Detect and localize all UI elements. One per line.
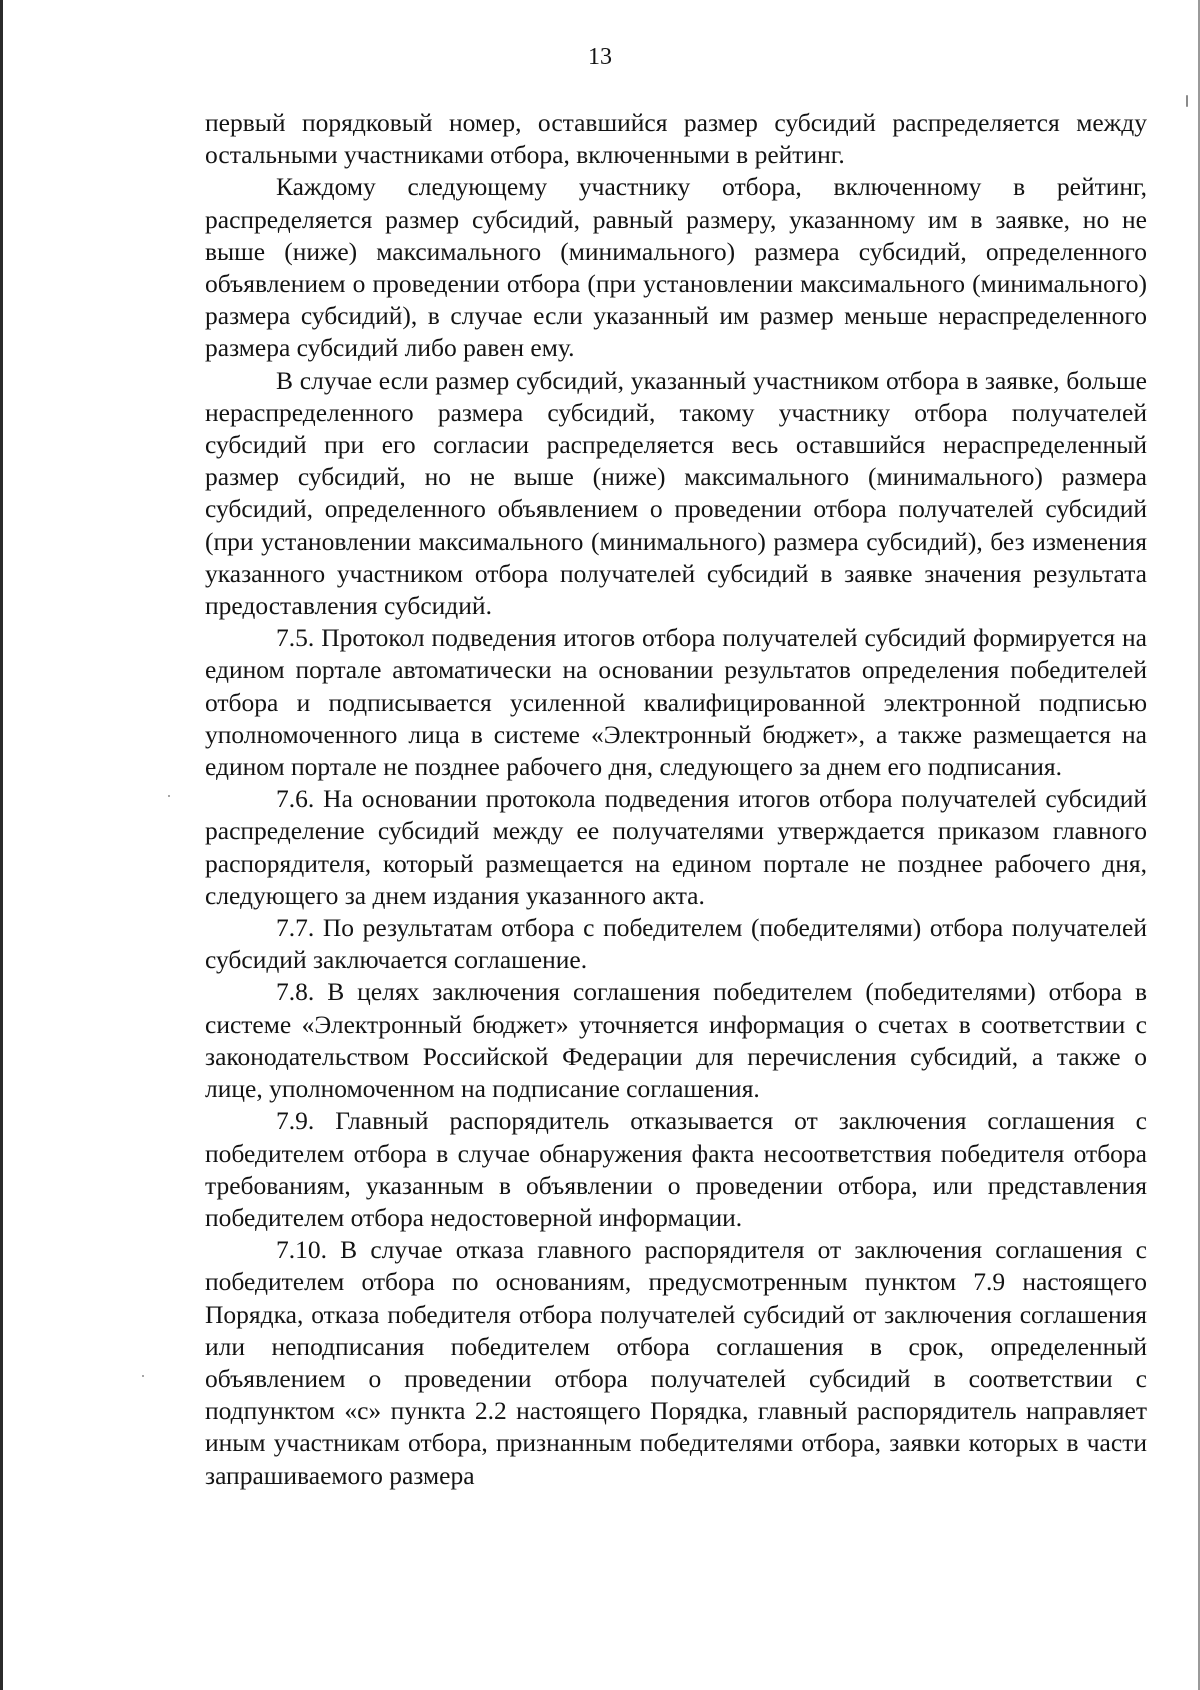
page-number: 13 [588,44,612,70]
scan-border-left [0,0,3,1690]
paragraph-continuation: первый порядковый номер, оставшийся размер субсидий распределяется между остальными участниками отбора, включенными в рейтинг. [205,108,1147,170]
paragraph-7-5: 7.5. Протокол подведения итогов отбора получателей субсидий формируется на едином портале автоматически на основании результатов определения победителей отбора и подписывается усиленной квалифицированной электронной подписью уполномоченного лица в системе «Электронный бюджет», а также размещается на едином портале не позднее рабочего дня, следующего за днем его подписания. [205,623,1147,782]
document-body [205,107,1147,1492]
paragraph-7-7: 7.7. По результатам отбора с победителем (победителями) отбора получателей субсидий заключается соглашение. [205,913,1147,975]
paragraph-remaining-subsidy: В случае если размер субсидий, указанный участником отбора в заявке, больше нераспределенного размера субсидий, такому участнику отбора получателей субсидий при его согласии распределяется весь оставшийся нераспределенный размер субсидий, но не выше (ниже) максимального (минимального) размера субсидий, определенного объявлением о проведении отбора получателей субсидий (при установлении максимального (минимального) размера субсидий), без изменения указанного участником отбора получателей субсидий в заявке значения результата предоставления субсидий. [205,365,1147,621]
paragraph-7-8: 7.8. В целях заключения соглашения победителем (победителями) отбора в системе «Электронный бюджет» уточняется информация о счетах в соответствии с законодательством Российской Федерации для перечисления субсидий, а также о лице, уполномоченном на подписание соглашения. [205,977,1147,1104]
paragraph-next-participant: Каждому следующему участнику отбора, включенному в рейтинг, распределяется размер субсидий, равный размеру, указанному им в заявке, но не выше (ниже) максимального (минимального) размера субсидий, определенного объявлением о проведении отбора (при установлении максимального (минимального) размера субсидий), в случае если указанный им размер меньше нераспределенного размера субсидий либо равен ему. [205,172,1147,363]
scan-speck [142,1375,144,1377]
scan-speck [1186,95,1188,107]
paragraph-7-10: 7.10. В случае отказа главного распорядителя от заключения соглашения с победителем отбора по основаниям, предусмотренным пунктом 7.9 настоящего Порядка, отказа победителя отбора получателей субсидий от заключения соглашения или неподписания победителем отбора соглашения в срок, определенный объявлением о проведении отбора получателей субсидий в соответствии с подпунктом «с» пункта 2.2 настоящего Порядка, главный распорядитель направляет иным участникам отбора, признанным победителями отбора, заявки которых в части запрашиваемого размера [205,1235,1147,1490]
paragraph-7-9: 7.9. Главный распорядитель отказывается от заключения соглашения с победителем отбора в случае обнаружения факта несоответствия победителя отбора требованиям, указанным в объявлении о проведении отбора, или представления победителем отбора недостоверной информации. [205,1106,1147,1232]
paragraph-7-6: 7.6. На основании протокола подведения итогов отбора получателей субсидий распределение субсидий между ее получателями утверждается приказом главного распорядителя, который размещается на едином портале не позднее рабочего дня, следующего за днем издания указанного акта. [205,784,1147,910]
scan-speck [168,795,170,797]
